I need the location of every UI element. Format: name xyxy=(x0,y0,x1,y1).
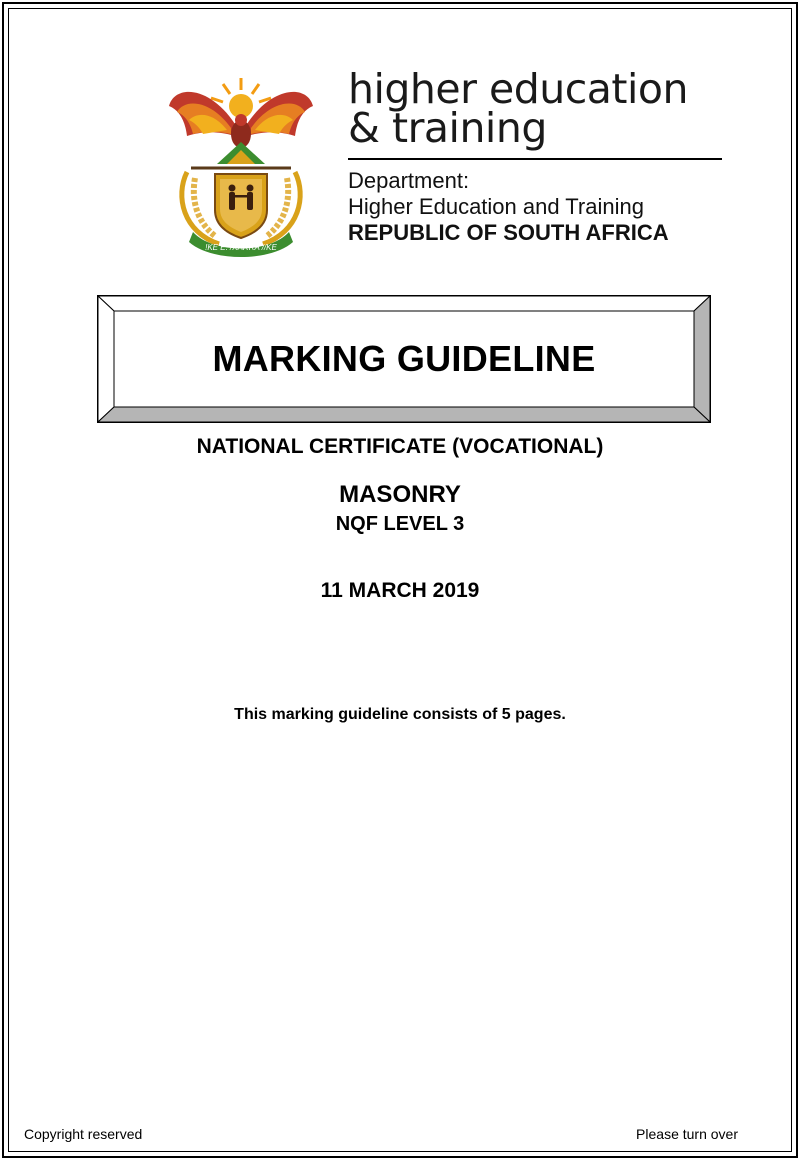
title-frame xyxy=(97,295,711,423)
department-brand-line1: higher education xyxy=(348,65,688,113)
department-brand-line2: & training xyxy=(348,104,547,152)
country-name: REPUBLIC OF SOUTH AFRICA xyxy=(348,220,669,245)
footer-copyright: Copyright reserved xyxy=(24,1126,143,1142)
department-name: Higher Education and Training xyxy=(348,194,644,219)
nqf-level: NQF LEVEL 3 xyxy=(335,513,465,535)
page-count-note: This marking guideline consists of 5 pages. xyxy=(234,706,566,723)
document-title: MARKING GUIDELINE xyxy=(212,338,596,379)
department-divider xyxy=(348,158,722,160)
department-label: Department: xyxy=(348,168,470,193)
coat-of-arms-icon xyxy=(165,76,317,258)
motto-ribbon-text: !KE E: /XARRA //KE xyxy=(205,243,277,252)
subject-name: MASONRY xyxy=(339,481,461,508)
coat-of-arms-logo xyxy=(165,76,317,258)
footer-turn-over: Please turn over xyxy=(636,1126,738,1142)
department-logo-text xyxy=(348,65,728,246)
exam-date: 11 MARCH 2019 xyxy=(320,579,480,602)
certificate-name: NATIONAL CERTIFICATE (VOCATIONAL) xyxy=(196,435,604,458)
